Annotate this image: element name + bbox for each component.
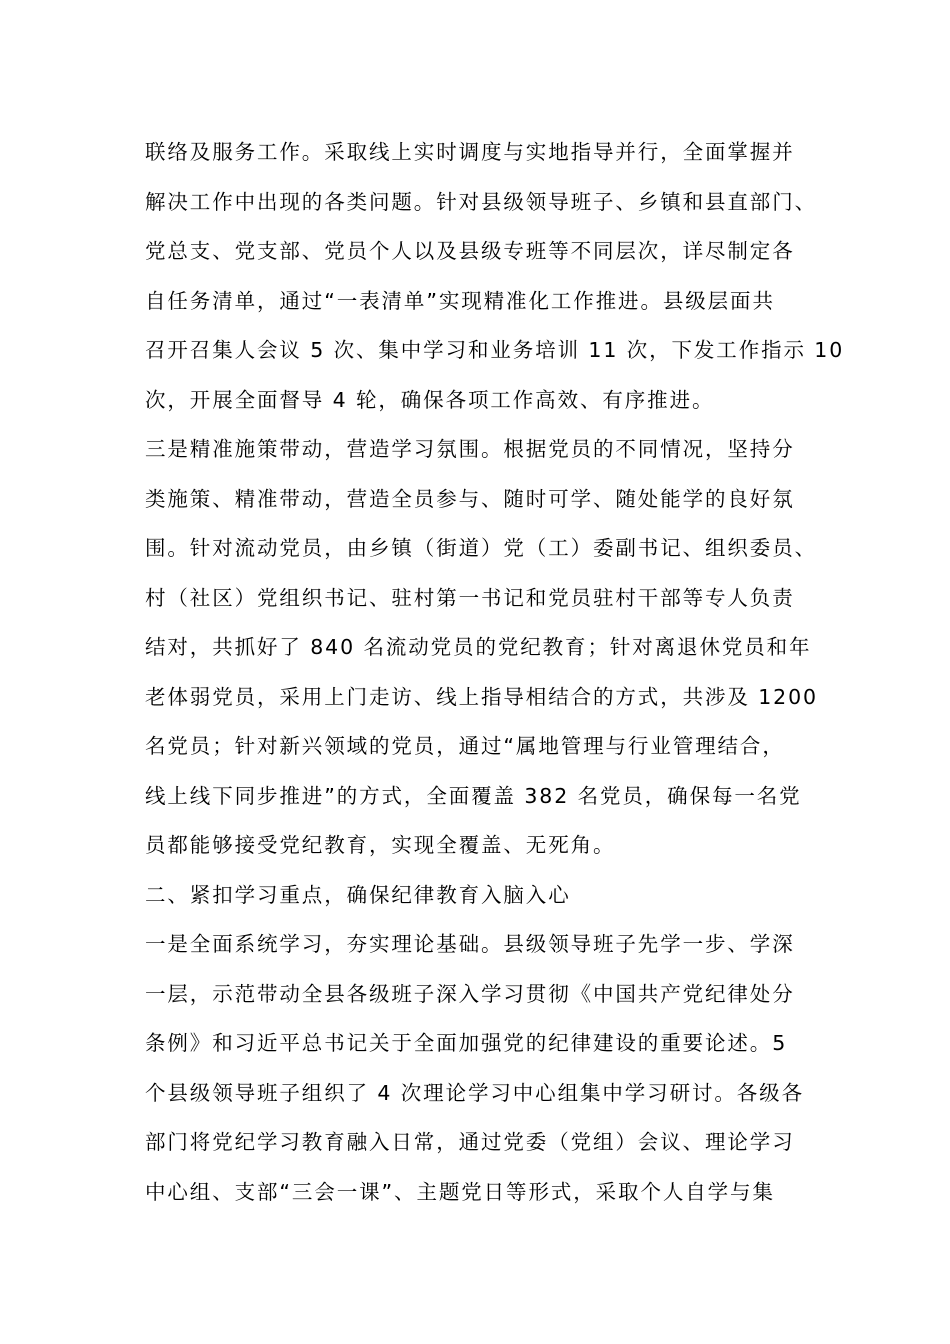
text-line: 三是精准施策带动，营造学习氛围。根据党员的不同情况，坚持分 (145, 437, 795, 461)
text-line: 村（社区）党组织书记、驻村第一书记和党员驻村干部等专人负责 (145, 585, 795, 610)
text-line: 类施策、精准带动，营造全员参与、随时可学、随处能学的良好氛 (145, 486, 795, 511)
text-line: 名党员；针对新兴领域的党员，通过“属地管理与行业管理结合， (145, 734, 785, 758)
heading-line: 二、紧扣学习重点，确保纪律教育入脑入心 (145, 882, 571, 907)
text-line: 自任务清单，通过“一表清单”实现精准化工作推进。县级层面共 (145, 288, 775, 313)
paragraph-systematic-study (145, 920, 810, 1217)
text-line: 党总支、党支部、党员个人以及县级专班等不同层次，详尽制定各 (145, 239, 795, 263)
text-line: 个县级领导班子组织了 4 次理论学习中心组集中学习研讨。各级各 (145, 1080, 804, 1105)
section-heading (145, 871, 810, 921)
text-line: 结对，共抓好了 840 名流动党员的党纪教育；针对离退休党员和年 (145, 635, 812, 659)
text-line: 解决工作中出现的各类问题。针对县级领导班子、乡镇和县直部门、 (145, 189, 817, 214)
paragraph-precise-measures (145, 425, 818, 871)
text-line: 次，开展全面督导 4 轮，确保各项工作高效、有序推进。 (145, 387, 715, 412)
text-line: 员都能够接受党纪教育，实现全覆盖、无死角。 (145, 833, 616, 857)
paragraph-work-coordination (145, 128, 845, 425)
text-line: 联络及服务工作。采取线上实时调度与实地指导并行，全面掌握并 (145, 140, 795, 164)
text-line: 围。针对流动党员，由乡镇（街道）党（工）委副书记、组织委员、 (145, 536, 817, 560)
text-line: 线上线下同步推进”的方式，全面覆盖 382 名党员，确保每一名党 (145, 783, 802, 808)
text-line: 部门将党纪学习教育融入日常，通过党委（党组）会议、理论学习 (145, 1130, 795, 1154)
text-line: 召开召集人会议 5 次、集中学习和业务培训 11 次，下发工作指示 10 (145, 338, 845, 362)
text-line: 条例》和习近平总书记关于全面加强党的纪律建设的重要论述。5 (145, 1031, 788, 1055)
text-line: 一层，示范带动全县各级班子深入学习贯彻《中国共产党纪律处分 (145, 981, 795, 1006)
document-body (145, 128, 845, 1217)
text-line: 老体弱党员，采用上门走访、线上指导相结合的方式，共涉及 1200 (145, 684, 818, 709)
text-line: 一是全面系统学习，夯实理论基础。县级领导班子先学一步、学深 (145, 932, 795, 956)
text-line: 中心组、支部“三会一课”、主题党日等形式，采取个人自学与集 (145, 1179, 775, 1204)
